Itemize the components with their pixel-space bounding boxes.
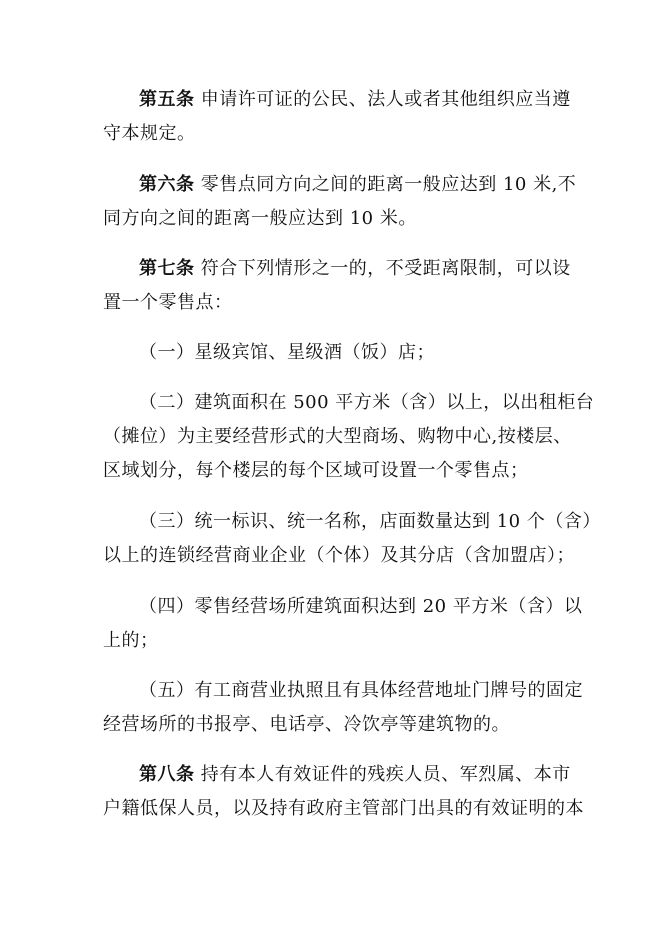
paragraph-line: （摊位）为主要经营形式的大型商场、购物中心,按楼层、 — [103, 426, 572, 447]
article-5-paragraph — [103, 83, 571, 151]
article-7-paragraph — [103, 252, 571, 320]
paragraph-line: 经营场所的书报亭、电话亭、冷饮亭等建筑物的。 — [103, 714, 510, 735]
article-number: 第五条 — [139, 89, 195, 110]
paragraph-line: （一）星级宾馆、星级酒（饭）店； — [139, 342, 435, 363]
paragraph-line: 第五条 申请许可证的公民、法人或者其他组织应当遵 — [139, 89, 571, 110]
paragraph-line: 第七条 符合下列情形之一的，不受距离限制，可以设 — [139, 258, 571, 279]
item-4-paragraph — [103, 590, 583, 658]
paragraph-line: 以上的连锁经营商业企业（个体）及其分店（含加盟店）； — [103, 545, 575, 566]
article-number: 第八条 — [139, 764, 195, 785]
paragraph-line: （五）有工商营业执照且有具体经营地址门牌号的固定 — [139, 680, 583, 701]
paragraph-line: 置一个零售点： — [103, 292, 233, 313]
item-3-paragraph — [103, 505, 601, 573]
paragraph-line: 第八条 持有本人有效证件的残疾人员、军烈属、本市 — [139, 764, 571, 785]
item-2-paragraph — [103, 386, 595, 488]
item-1-paragraph — [103, 336, 563, 370]
paragraph-line: 区域划分，每个楼层的每个区域可设置一个零售点； — [103, 460, 529, 481]
paragraph-line: 户籍低保人员，以及持有政府主管部门出具的有效证明的本 — [103, 798, 584, 819]
item-5-paragraph — [103, 674, 583, 742]
article-6-paragraph — [103, 168, 577, 236]
paragraph-line: （四）零售经营场所建筑面积达到 20 平方米（含）以 — [139, 596, 583, 617]
article-8-paragraph — [103, 758, 584, 826]
paragraph-line: 上的； — [103, 630, 159, 651]
paragraph-line: 同方向之间的距离一般应达到 10 米。 — [103, 208, 417, 229]
paragraph-line: 守本规定。 — [103, 123, 196, 144]
paragraph-line: （三）统一标识、统一名称，店面数量达到 10 个（含） — [139, 511, 601, 532]
article-number: 第七条 — [139, 258, 195, 279]
paragraph-line: （二）建筑面积在 500 平方米（含）以上，以出租柜台 — [139, 392, 595, 413]
paragraph-line: 第六条 零售点同方向之间的距离一般应达到 10 米,不 — [139, 174, 577, 195]
article-number: 第六条 — [139, 174, 195, 195]
